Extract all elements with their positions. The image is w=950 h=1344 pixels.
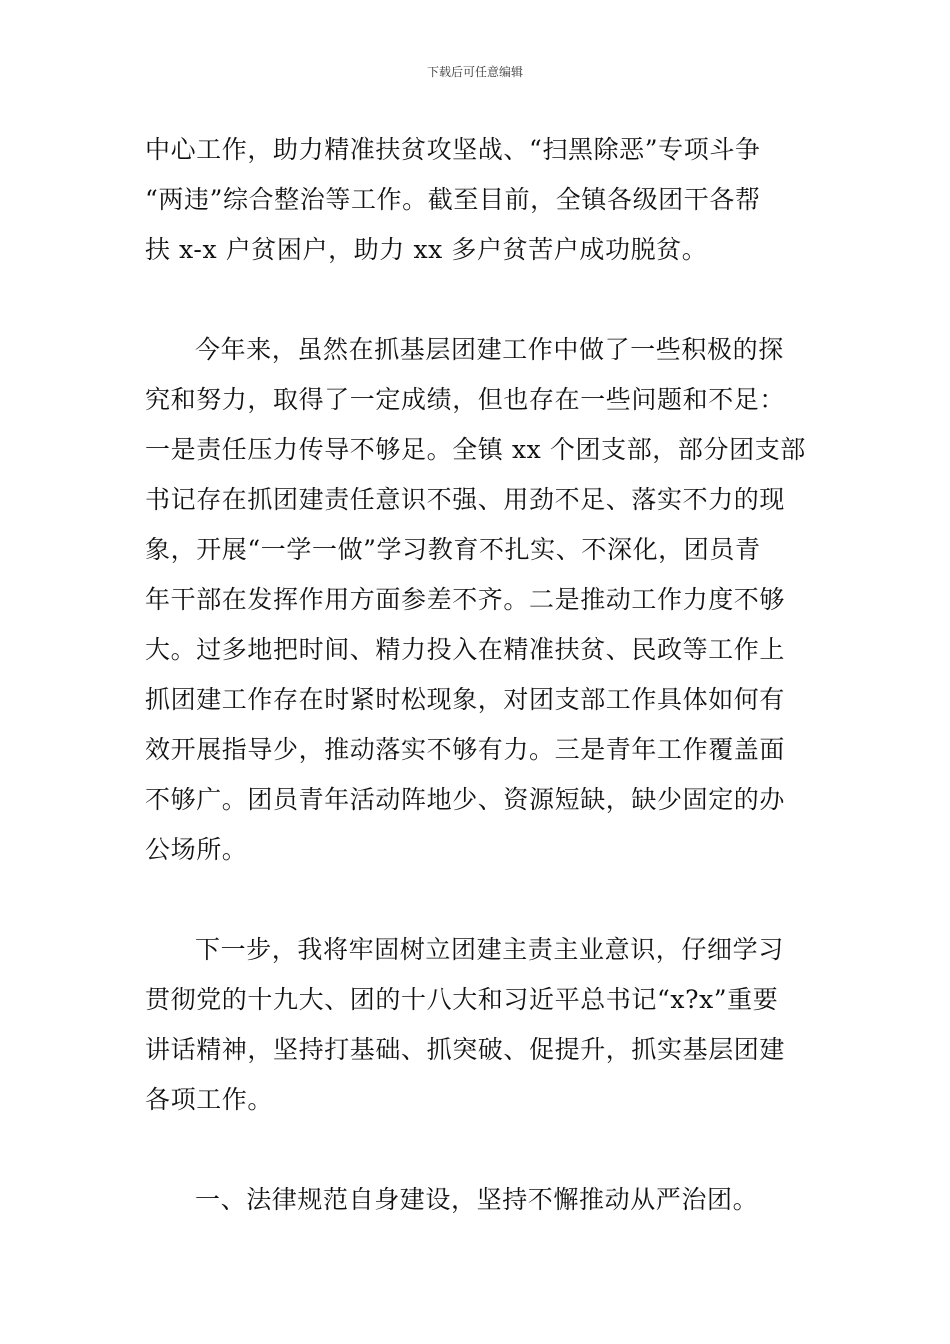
paragraph-3 [145, 925, 810, 1125]
text-line: 象，开展“一学一做”学习教育不扎实、不深化，团员青 [145, 535, 761, 564]
section-heading-text: 一、法律规范自身建设，坚持不懈推动从严治团。 [195, 1185, 759, 1214]
paragraph-gap [145, 875, 810, 925]
paragraph-gap [145, 1125, 810, 1175]
text-line: 不够广。团员青年活动阵地少、资源短缺，缺少固定的办 [145, 785, 786, 814]
page-header: 下载后可任意编辑 [426, 65, 523, 79]
text-line: “两违”综合整治等工作。截至目前，全镇各级团干各帮 [145, 185, 761, 214]
paragraph-2 [145, 325, 810, 875]
text-line: 各项工作。 [145, 1085, 274, 1114]
text-line: 公场所。 [145, 835, 248, 864]
text-line: 今年来，虽然在抓基层团建工作中做了一些积极的探 [195, 335, 784, 364]
text-line: 书记存在抓团建责任意识不强、用劲不足、落实不力的现 [145, 485, 786, 514]
paragraph-gap [145, 275, 810, 325]
text-line: 贯彻党的十九大、团的十八大和习近平总书记“x?x”重要 [145, 985, 779, 1014]
text-line: 抓团建工作存在时紧时松现象，对团支部工作具体如何有 [145, 685, 786, 714]
text-line: 中心工作，助力精准扶贫攻坚战、“扫黑除恶”专项斗争 [145, 135, 761, 164]
text-line: 究和努力，取得了一定成绩，但也存在一些问题和不足： [145, 385, 786, 414]
text-line: 讲话精神，坚持打基础、抓突破、促提升，抓实基层团建 [145, 1035, 786, 1064]
document-body [145, 125, 810, 1225]
section-heading [145, 1175, 810, 1225]
text-line: 效开展指导少，推动落实不够有力。三是青年工作覆盖面 [145, 735, 786, 764]
paragraph-1 [145, 125, 810, 275]
text-line: 下一步，我将牢固树立团建主责主业意识，仔细学习 [195, 935, 784, 964]
text-line: 一是责任压力传导不够足。全镇 xx 个团支部，部分团支部 [145, 435, 806, 464]
text-line: 年干部在发挥作用方面参差不齐。二是推动工作力度不够 [145, 585, 786, 614]
text-line: 大。过多地把时间、精力投入在精准扶贫、民政等工作上 [145, 635, 786, 664]
text-line: 扶 x-x 户贫困户，助力 xx 多户贫苦户成功脱贫。 [145, 235, 708, 264]
